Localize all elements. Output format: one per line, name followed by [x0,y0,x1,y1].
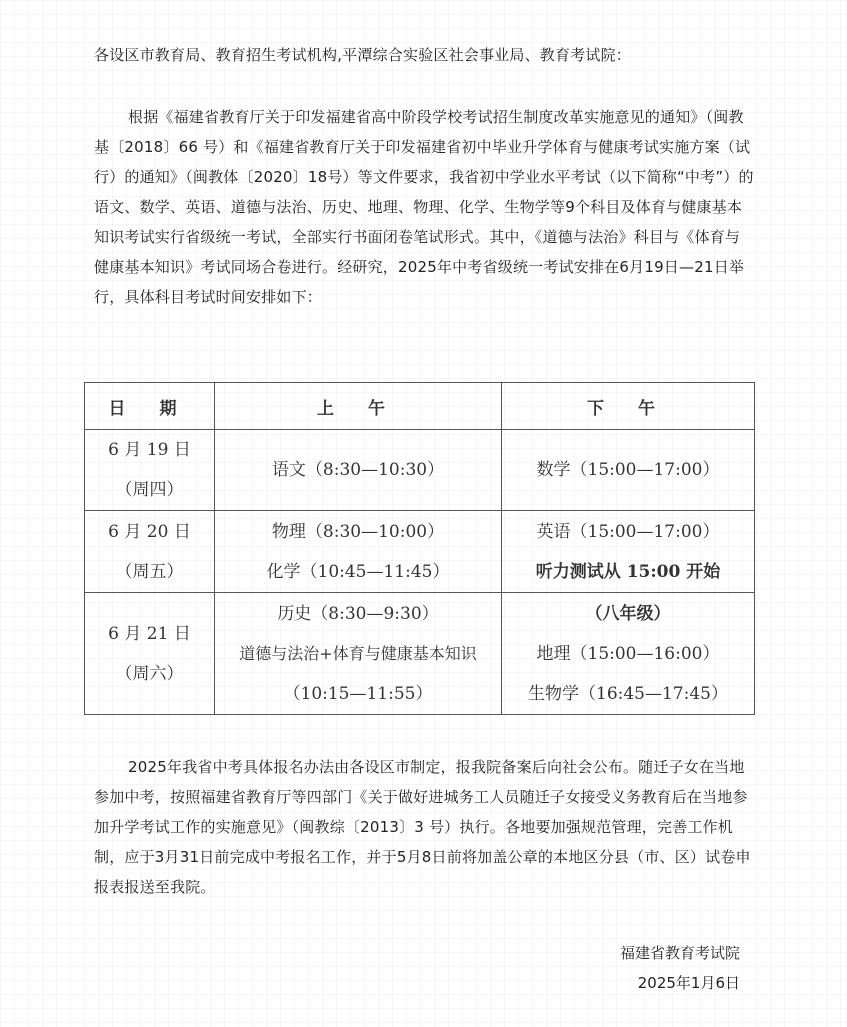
afternoon-cell [502,511,755,593]
table-row [85,430,755,511]
morning-exam: 化学（10:45—11:45） [266,561,450,582]
listening-note: 听力测试从 15:00 开始 [535,561,721,582]
weekday: （周六） [115,663,184,684]
date: 6 月 21 日 [108,623,191,644]
date-cell [85,593,215,715]
table-row [85,593,755,715]
grade-note: （八年级） [585,603,671,624]
afternoon-exam: 生物学（16:45—17:45） [528,683,728,704]
morning-cell [215,593,502,715]
exam-schedule-table [84,382,755,715]
header-morning: 上 午 [215,383,502,430]
salutation: 各设区市教育局、教育招生考试机构,平潭综合实验区社会事业局、教育考试院： [94,46,631,64]
paragraph-intro: 根据《福建省教育厅关于印发福建省高中阶段学校考试招生制度改革实施意见的通知》（闽教基〔2018〕66 号）和《福建省教育厅关于印发福建省初中毕业升学体育与健康考试实施方案（试行）的通知》（闽教体〔2020〕18号）等文件要求，我省初中学业水平考试（以下简称“中考”）的语文、数学、英语、道德与法治、历史、地理、物理、化学、生物学等9个科目及体育与健康基本知识考试实行省级统一考试，全部实行书面闭卷笔试形式。其中，《道德与法治》科目与《体育与健康基本知识》考试同场合卷进行。经研究，2025年中考省级统一考试安排在6月19日—21日举行，具体科目考试时间安排如下： [94,108,754,306]
header-afternoon: 下 午 [502,383,755,430]
date-cell [85,511,215,593]
date: 6 月 19 日 [108,440,191,460]
signature-block [620,938,740,998]
afternoon-exam: 地理（15:00—16:00） [536,643,720,664]
issue-date: 2025年1月6日 [637,974,740,992]
weekday: （周四） [115,480,184,500]
paragraph-registration: 2025年我省中考具体报名办法由各设区市制定，报我院备案后向社会公布。随迁子女在当地参加中考，按照福建省教育厅等四部门《关于做好进城务工人员随迁子女接受义务教育后在当地参加升学考试工作的实施意见》（闽教综〔2013〕3 号）执行。各地要加强规范管理，完善工作机制，应于3月31日前完成中考报名工作，并于5月8日前将加盖公章的本地区分县（市、区）试卷申报表报送至我院。 [94,758,751,896]
morning-exam: 语文（8:30—10:30） [271,460,445,480]
morning-exam: 物理（8:30—10:00） [271,521,445,542]
afternoon-cell [502,430,755,511]
morning-cell [215,430,502,511]
afternoon-cell [502,593,755,715]
table-row [85,511,755,593]
header-date: 日 期 [85,383,215,430]
afternoon-exam: 英语（15:00—17:00） [536,521,720,542]
date-cell [85,430,215,511]
morning-exam: 道德与法治+体育与健康基本知识 [239,643,477,663]
weekday: （周五） [115,561,184,582]
issuing-organization: 福建省教育考试院 [619,944,740,962]
afternoon-exam: 数学（15:00—17:00） [536,460,720,480]
date: 6 月 20 日 [108,521,191,542]
morning-cell [215,511,502,593]
morning-exam: 历史（8:30—9:30） [277,603,439,624]
table-header-row [85,383,755,430]
morning-exam-time: （10:15—11:55） [283,683,433,704]
